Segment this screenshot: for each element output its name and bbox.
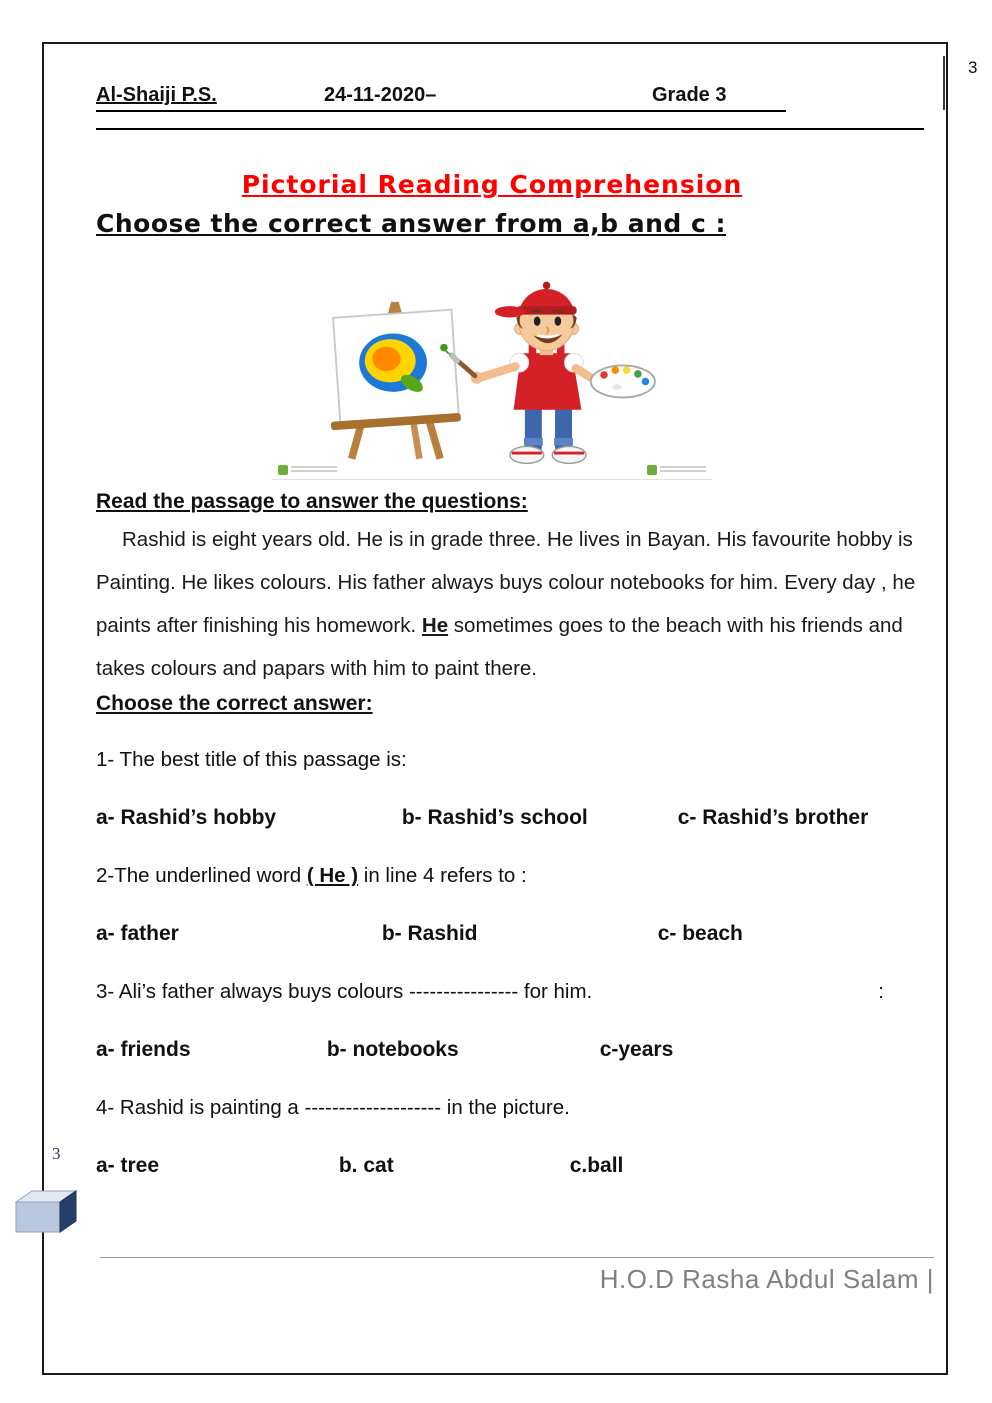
- passage-underlined-he: He: [421, 614, 449, 637]
- worksheet-page: [42, 42, 948, 1375]
- question-1-option-c: c- Rashid’s brother: [677, 806, 869, 829]
- passage-text: [96, 518, 924, 690]
- question-2-option-b: b- Rashid: [381, 922, 478, 945]
- question-4-prompt: 4- Rashid is painting a -------------------- in the picture.: [96, 1096, 570, 1119]
- watermark-text-lines: [660, 466, 706, 474]
- choose-answer-heading: Choose the correct answer:: [96, 692, 373, 715]
- question-3-option-b: b- notebooks: [326, 1038, 459, 1061]
- question-1-prompt: 1- The best title of this passage is:: [96, 748, 407, 771]
- question-2-option-c: c- beach: [657, 922, 743, 945]
- question-2-text-end: in line 4 refers to :: [358, 864, 527, 887]
- school-name: Al-Shaiji P.S.: [96, 84, 217, 106]
- boy-painting-svg: [272, 244, 710, 470]
- right-margin-tick: [943, 56, 945, 110]
- cube-icon: [6, 1186, 90, 1236]
- passage-heading: Read the passage to answer the questions:: [96, 490, 528, 513]
- passage-part1: Rashid is eight years old. He is in grade three. He lives in Bayan. His favourite hobby is Painting. He likes colours. His father always buys colour notebooks for him. Every day , he paints after finishing his homework.: [96, 528, 916, 637]
- question-4-option-c: c.ball: [569, 1154, 624, 1177]
- question-3-option-c: c-years: [599, 1038, 674, 1061]
- passage-part2: sometimes goes to the beach with his friends and takes colours and papars with him to paint there.: [96, 614, 903, 680]
- page-footer: [100, 1257, 934, 1295]
- question-2-options: [96, 920, 888, 948]
- margin-page-number: 3: [52, 1144, 61, 1163]
- worksheet-subtitle: Choose the correct answer from a,b and c :: [96, 209, 727, 238]
- cube-decoration: [6, 1186, 90, 1241]
- footer-divider: [100, 1257, 934, 1258]
- question-1-option-b: b- Rashid’s school: [401, 806, 588, 829]
- watermark-left: [278, 465, 337, 475]
- question-2-prompt: [96, 862, 924, 890]
- watermark-right: [647, 465, 706, 475]
- question-3-text: 3- Ali’s father always buys colours ---------------- for him.: [96, 980, 593, 1003]
- question-1-option-a: a- Rashid’s hobby: [96, 806, 277, 829]
- header-divider: [96, 128, 924, 130]
- page-number: 3: [968, 58, 978, 77]
- header-date: 24-11-2020–: [324, 84, 437, 106]
- question-3-option-a: a- friends: [96, 1038, 191, 1061]
- question-3-prompt: [96, 978, 924, 1006]
- question-2-option-a: a- father: [96, 922, 179, 945]
- question-4-options: [96, 1152, 888, 1180]
- question-2-underlined-word: ( He ): [306, 864, 359, 887]
- page-header: [96, 84, 786, 112]
- hod-signature: H.O.D Rasha Abdul Salam |: [599, 1264, 934, 1294]
- watermark-logo-icon: [647, 465, 657, 475]
- boy-painting-illustration: [272, 244, 712, 480]
- worksheet-title: Pictorial Reading Comprehension: [241, 170, 743, 199]
- question-1-options: [96, 804, 888, 832]
- header-grade: Grade 3: [652, 84, 727, 106]
- question-3-options: [96, 1036, 888, 1064]
- question-4-option-b: b. cat: [338, 1154, 394, 1177]
- page-content: [44, 44, 946, 1373]
- question-2-text-start: 2-The underlined word: [96, 864, 307, 887]
- watermark-text-lines: [291, 466, 337, 474]
- watermark-logo-icon: [278, 465, 288, 475]
- question-3-right-colon: :: [878, 980, 884, 1003]
- question-4-option-a: a- tree: [96, 1154, 160, 1177]
